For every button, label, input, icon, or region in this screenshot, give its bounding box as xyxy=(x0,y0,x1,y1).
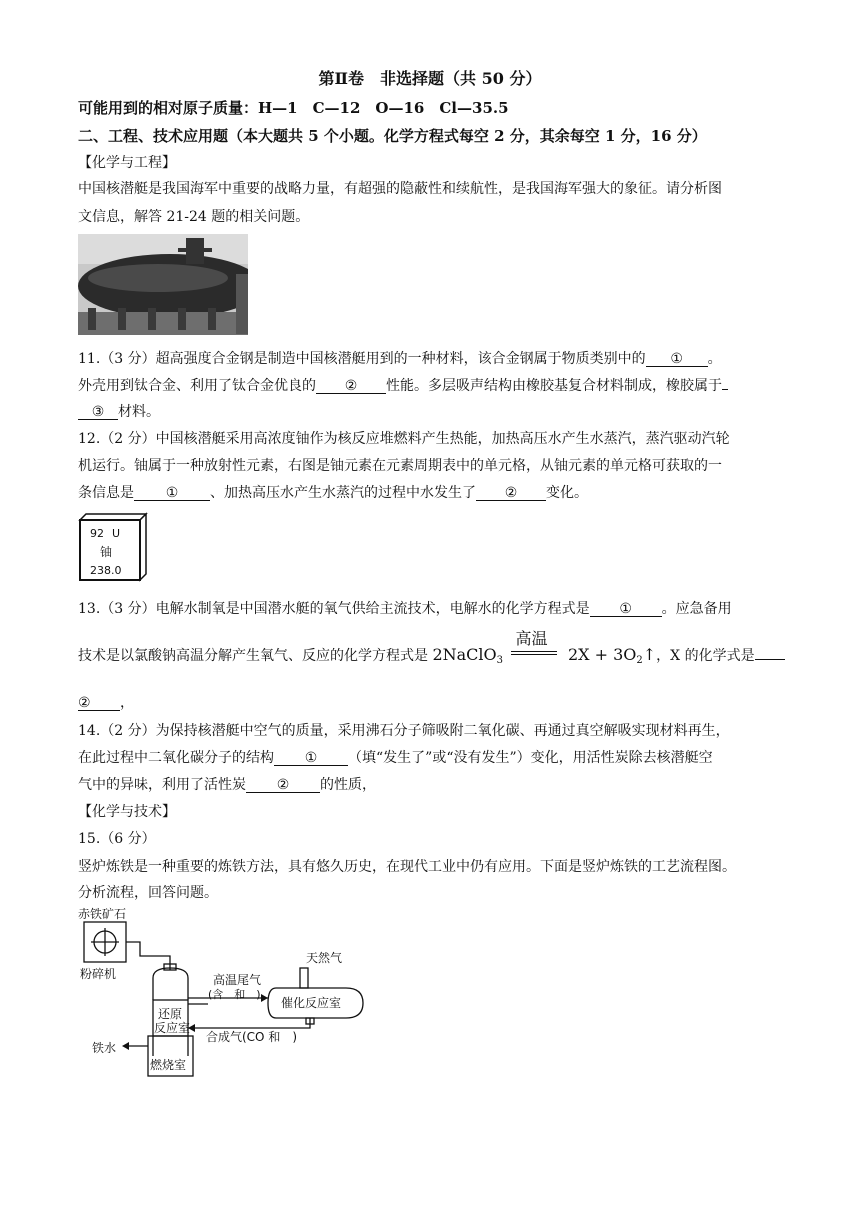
q13-line-3: ② ， xyxy=(78,695,134,711)
q14-line-3: 气中的异味，利用了活性炭 ② 的性质， xyxy=(78,777,376,793)
flow-molten-iron-label: 铁水 xyxy=(92,1041,117,1055)
equation-left: 2NaClO$_3$ xyxy=(432,645,504,666)
q11-blank-2[interactable]: ② xyxy=(316,379,386,394)
q11-line-2: 外壳用到钛合金、利用了钛合金优良的 ② 性能。多层吸声结构由橡胶基复合材料制成，橡胶属于 xyxy=(78,375,728,395)
intro-line-1: 中国核潜艇是我国海军中重要的战略力量，有超强的隐蔽性和续航性，是我国海军强大的象征。请分析图 xyxy=(78,181,722,197)
element-mass: 238.0 xyxy=(90,564,122,577)
flow-tail-gas-label: 高温尾气 xyxy=(213,973,262,987)
flow-reduction-label-1: 还原 xyxy=(158,1007,183,1021)
q11-blank-3[interactable]: ③ xyxy=(78,405,118,420)
q11-line-3: ③ 材料。 xyxy=(78,401,160,421)
flow-combustion-label: 燃烧室 xyxy=(150,1058,187,1072)
uranium-element-cell xyxy=(78,512,144,578)
equation-right: $2X + 3O_2↑$ xyxy=(567,645,657,666)
q13-line-2: 技术是以氯酸钠高温分解产生氧气、反应的化学方程式是 2NaClO$_3$ 高温 $2X + 3O_2↑$，X 的化学式是 xyxy=(78,645,785,666)
q14-blank-1[interactable]: ① xyxy=(274,751,348,766)
q13-blank-2[interactable]: ② xyxy=(78,696,120,711)
q13-blank-1[interactable]: ① xyxy=(590,602,662,617)
page-title: 第Ⅱ卷 非选择题（共 50 分） xyxy=(318,69,542,88)
q14-line-1: 14.（2 分）为保持核潜艇中空气的质量，采用沸石分子筛吸附二氧化碳、再通过真空解吸实现材料再生， xyxy=(78,723,730,739)
q12-line-1: 12.（2 分）中国核潜艇采用高浓度铀作为核反应堆燃料产生热能，加热高压水产生水蒸汽，蒸汽驱动汽轮 xyxy=(78,431,730,447)
q12-line-3: 条信息是 ① 、加热高压水产生水蒸汽的过程中水发生了 ② 变化。 xyxy=(78,485,588,501)
section-heading: 二、工程、技术应用题（本大题共 5 个小题。化学方程式每空 2 分，其余每空 1 分，16 分） xyxy=(78,127,707,145)
flow-tail-gas-contains: (含 和 ) xyxy=(208,988,261,1001)
flow-reduction-label-2: 反应室 xyxy=(154,1021,191,1035)
flow-natural-gas-label: 天然气 xyxy=(306,951,343,965)
q12-blank-1[interactable]: ① xyxy=(134,486,210,501)
flow-catalytic-label: 催化反应室 xyxy=(281,996,342,1010)
q11-blank-1[interactable]: ① xyxy=(646,352,708,367)
chem-tech-label: 【化学与技术】 xyxy=(78,804,176,820)
submarine-photo xyxy=(78,234,248,335)
q15-head: 15.（6 分） xyxy=(78,831,156,847)
element-number: 92 xyxy=(90,527,104,540)
atomic-mass-line: 可能用到的相对原子质量：H—1 C—12 O—16 Cl—35.5 xyxy=(78,99,509,117)
blast-furnace-flow-diagram xyxy=(78,906,378,1081)
element-name: 铀 xyxy=(100,545,113,559)
q14-line-2: 在此过程中二氧化碳分子的结构 ① （填“发生了”或“没有发生”）变化，用活性炭除去核潜艇空 xyxy=(78,750,713,766)
q11-line-1: 11.（3 分）超高强度合金钢是制造中国核潜艇用到的一种材料，该合金钢属于物质类别中的 ① 。 xyxy=(78,351,722,367)
equation-condition: 高温 xyxy=(507,649,563,663)
q15-line-1: 竖炉炼铁是一种重要的炼铁方法，具有悠久历史，在现代工业中仍有应用。下面是竖炉炼铁的工艺流程图。 xyxy=(78,859,736,875)
flow-syngas-label: 合成气(CO 和 ) xyxy=(206,1030,298,1044)
q12-line-2: 机运行。铀属于一种放射性元素，右图是铀元素在元素周期表中的单元格，从铀元素的单元格可获取的一 xyxy=(78,458,722,474)
flow-ore-label: 赤铁矿石 xyxy=(78,907,127,921)
q14-blank-2[interactable]: ② xyxy=(246,778,320,793)
q13-line-1: 13.（3 分）电解水制氧是中国潜水艇的氧气供给主流技术，电解水的化学方程式是 ① 。应急备用 xyxy=(78,601,732,617)
chem-eng-label: 【化学与工程】 xyxy=(78,155,176,171)
q15-line-2: 分析流程，回答问题。 xyxy=(78,885,218,901)
element-symbol: U xyxy=(112,527,121,540)
flow-crusher-label: 粉碎机 xyxy=(80,967,117,981)
intro-line-2: 文信息，解答 21-24 题的相关问题。 xyxy=(78,209,310,225)
q12-blank-2[interactable]: ② xyxy=(476,486,546,501)
